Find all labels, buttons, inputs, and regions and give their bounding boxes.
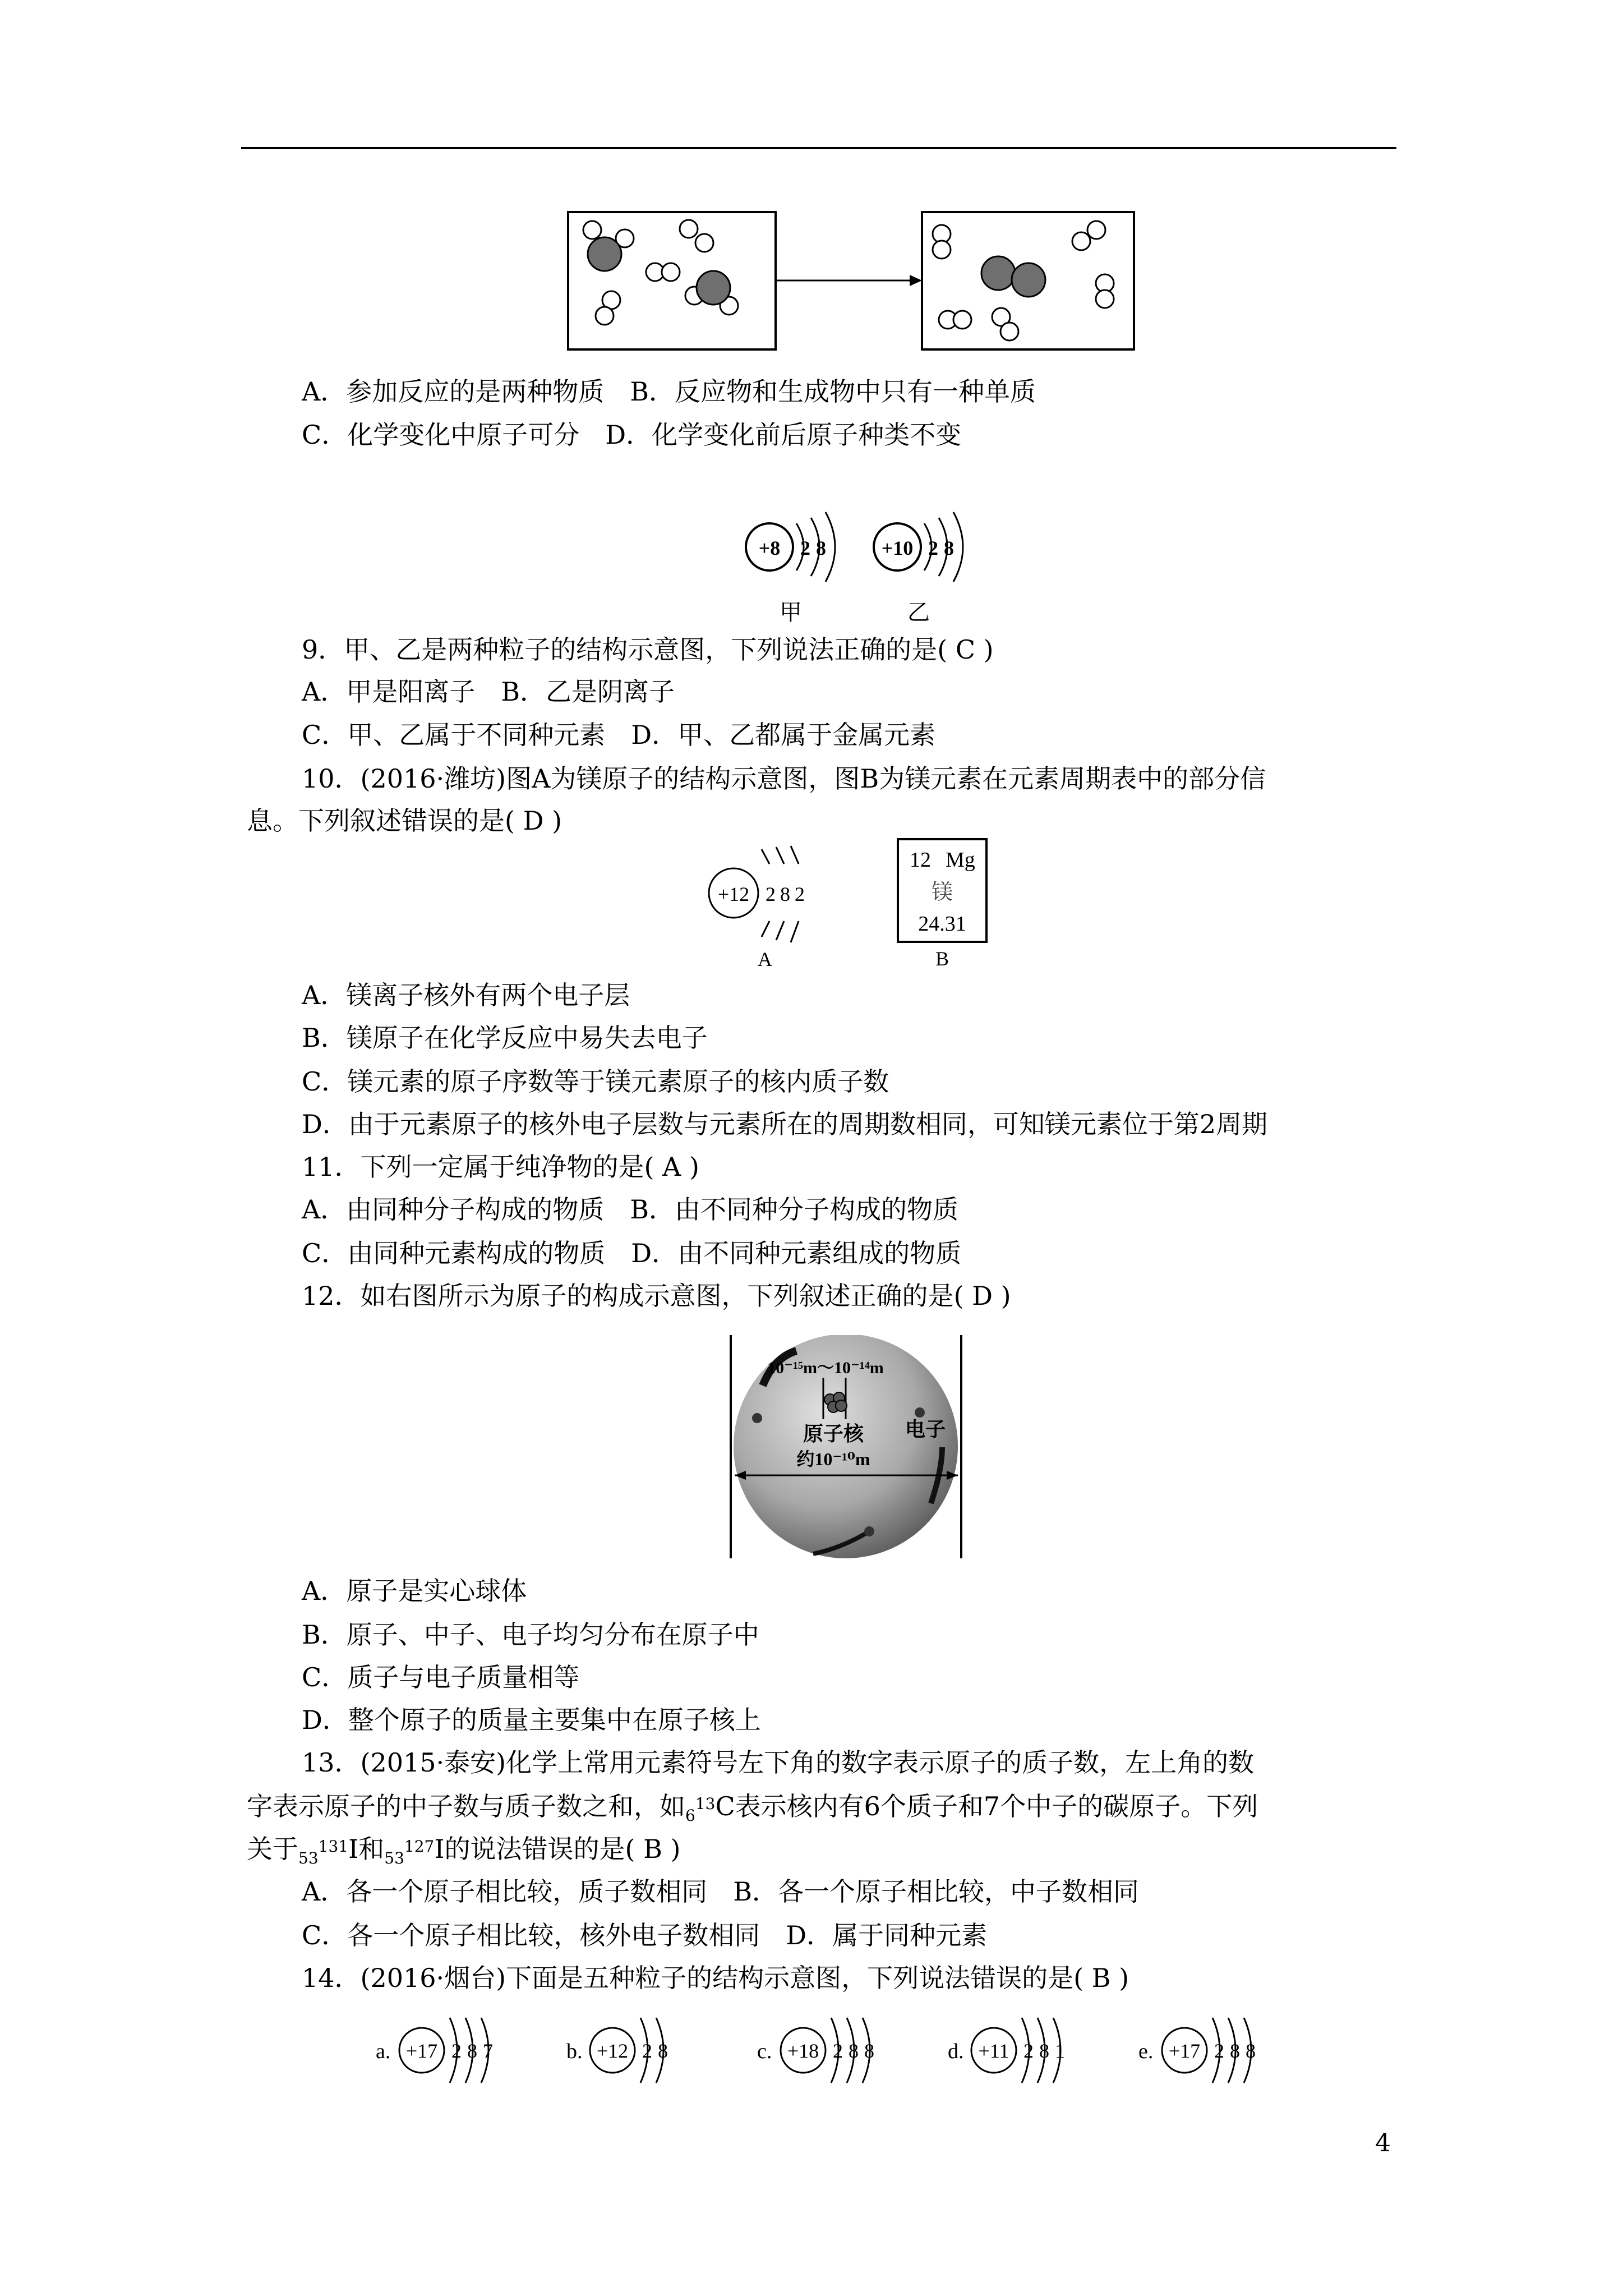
shell-electrons: 8 (467, 2040, 477, 2062)
q9-stem: 9．甲、乙是两种粒子的结构示意图，下列说法正确的是( C ) (302, 634, 994, 665)
shell-electrons: 2 (451, 2040, 462, 2062)
shell-electrons: 2 (1214, 2040, 1224, 2062)
jia-nucleus: +8 (758, 537, 781, 559)
nucleus-charge: +12 (596, 2040, 629, 2062)
q12-stem: 12．如右图所示为原子的构成示意图，下列叙述正确的是( D ) (302, 1281, 1011, 1311)
yi-particle (874, 512, 963, 625)
reaction-diagram (566, 210, 1138, 356)
particle-tag: d. (948, 2040, 964, 2063)
jia-shell-2: 8 (816, 537, 826, 559)
figure-b-label: B (935, 947, 949, 970)
shell-electrons: 2 (833, 2040, 843, 2062)
q10-option-a: A．镁离子核外有两个电子层 (302, 980, 630, 1010)
q13-stem-line2: 字表示原子的中子数与质子数之和，如$_6^{13}$C表示核内有6个质子和7个中子的碳原子。下列 (247, 1791, 1258, 1825)
q9-option-ab: A．甲是阳离子 B．乙是阴离子 (302, 677, 675, 707)
particle-1 (376, 2018, 493, 2083)
jia-shell-1: 2 (800, 537, 810, 559)
shell-electrons: 8 (1246, 2040, 1256, 2062)
yi-shell-2: 8 (944, 537, 954, 559)
page-number: 4 (1375, 2129, 1391, 2157)
electron-label: 电子 (905, 1418, 946, 1441)
mg-name: 镁 (931, 881, 953, 904)
nucleus-charge: +17 (1168, 2040, 1201, 2062)
q12-option-d: D．整个原子的质量主要集中在原子核上 (302, 1705, 761, 1735)
mg-shell-2: 8 (780, 883, 790, 905)
yi-label: 乙 (907, 600, 930, 625)
shell-electrons: 8 (658, 2040, 668, 2062)
q11-stem: 11．下列一定属于纯净物的是( A ) (302, 1152, 699, 1182)
q12-option-c: C．质子与电子质量相等 (302, 1662, 580, 1692)
q10-stem-line1: 10．(2016·潍坊)图A为镁原子的结构示意图，图B为镁元素在元素周期表中的部分信 (302, 763, 1266, 794)
shell-electrons: 8 (849, 2040, 859, 2062)
mg-mass: 24.31 (918, 912, 966, 936)
q9-particle-figure (729, 502, 976, 631)
header-rule (241, 147, 1396, 149)
atom-structure-figure (729, 1335, 981, 1559)
particle-tag: c. (757, 2040, 772, 2063)
q12-option-a: A．原子是实心球体 (302, 1576, 527, 1606)
q9-option-cd: C．甲、乙属于不同种元素 D．甲、乙都属于金属元素 (302, 720, 936, 750)
mg-atomic-number: 12 (910, 848, 931, 872)
atom-size-label: 约10⁻¹⁰m (796, 1449, 870, 1469)
particle-3 (757, 2018, 874, 2083)
yi-nucleus: +10 (881, 537, 914, 559)
shell-electrons: 8 (1230, 2040, 1240, 2062)
mg-nucleus: +12 (717, 883, 750, 905)
jia-particle (746, 512, 835, 625)
mg-symbol: Mg (946, 848, 975, 872)
nucleus-label: 原子核 (803, 1423, 864, 1445)
particle-tag: e. (1138, 2040, 1154, 2063)
q10-figure-a (701, 841, 847, 976)
yi-shell-1: 2 (928, 537, 938, 559)
mg-shell-1: 2 (766, 883, 776, 905)
shell-electrons: 2 (1023, 2040, 1034, 2062)
mg-shell-3: 2 (795, 883, 805, 905)
jia-label: 甲 (780, 600, 802, 625)
nucleus-charge: +17 (405, 2040, 438, 2062)
shell-electrons: 2 (642, 2040, 652, 2062)
q13-option-cd: C．各一个原子相比较，核外电子数相同 D．属于同种元素 (302, 1920, 988, 1950)
q13-stem-line3: 关于$_{53}^{131}$I和$_{53}^{127}$I的说法错误的是( B ) (247, 1834, 681, 1867)
figure-a-label: A (758, 948, 772, 970)
nucleus-charge: +11 (978, 2040, 1009, 2062)
nucleus-charge: +18 (787, 2040, 819, 2062)
shell-electrons: 8 (1039, 2040, 1049, 2062)
q11-option-ab: A．由同种分子构成的物质 B．由不同种分子构成的物质 (302, 1194, 959, 1225)
q10-option-c: C．镁元素的原子序数等于镁元素原子的核内质子数 (302, 1066, 889, 1097)
particle-2 (566, 2018, 668, 2083)
particle-4 (948, 2018, 1065, 2083)
q14-stem: 14．(2016·烟台)下面是五种粒子的结构示意图，下列说法错误的是( B ) (302, 1963, 1129, 1993)
shell-electrons: 7 (483, 2040, 493, 2062)
particle-tag: b. (566, 2040, 583, 2063)
q10-stem-line2: 息。下列叙述错误的是( D ) (247, 806, 562, 836)
q10-option-b: B．镁原子在化学反应中易失去电子 (302, 1023, 708, 1053)
q10-figure-b (896, 838, 1008, 978)
q8-options-line1: A．参加反应的是两种物质 B．反应物和生成物中只有一种单质 (302, 376, 1036, 407)
nucleus-size-label: 10⁻¹⁵m～10⁻¹⁴m (767, 1359, 884, 1377)
q12-option-b: B．原子、中子、电子均匀分布在原子中 (302, 1619, 759, 1650)
shell-electrons: 8 (864, 2040, 874, 2062)
particle-5 (1138, 2018, 1256, 2083)
q13-option-ab: A．各一个原子相比较，质子数相同 B．各一个原子相比较，中子数相同 (302, 1876, 1140, 1907)
q14-particles-figure (370, 2003, 1324, 2104)
q13-stem-line1: 13．(2015·泰安)化学上常用元素符号左下角的数字表示原子的质子数，左上角的数 (302, 1747, 1255, 1778)
q10-option-d: D．由于元素原子的核外电子层数与元素所在的周期数相同，可知镁元素位于第2周期 (302, 1109, 1268, 1139)
q8-options-line2: C．化学变化中原子可分 D．化学变化前后原子种类不变 (302, 420, 962, 450)
shell-electrons: 1 (1055, 2040, 1065, 2062)
particle-tag: a. (376, 2040, 391, 2063)
q11-option-cd: C．由同种元素构成的物质 D．由不同种元素组成的物质 (302, 1238, 962, 1268)
